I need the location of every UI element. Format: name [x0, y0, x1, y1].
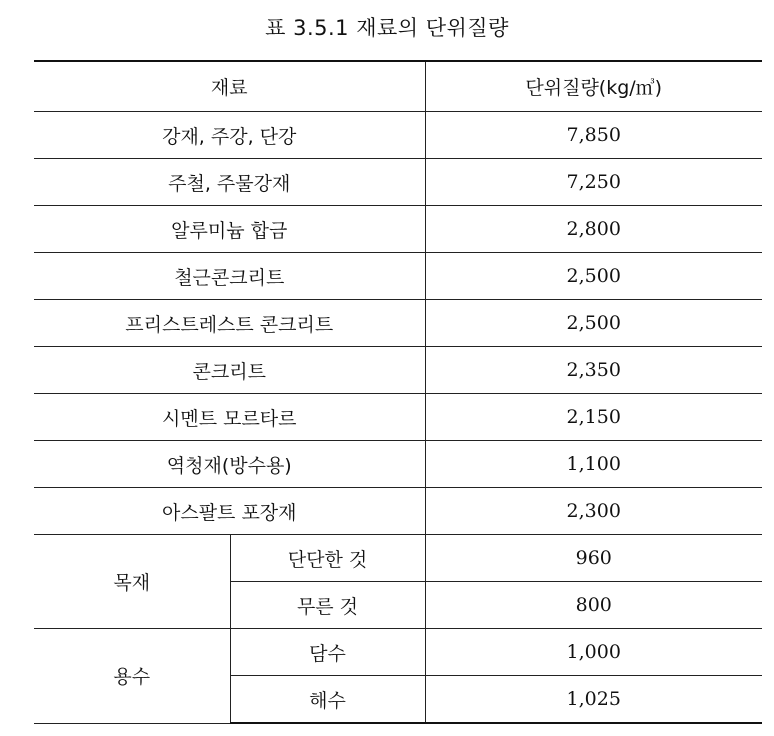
table-row	[34, 535, 762, 582]
material-cell: 알루미늄 합금	[34, 206, 425, 253]
value-cell: 2,500	[425, 300, 762, 347]
value-cell: 800	[425, 582, 762, 629]
group-cell-water: 용수	[34, 629, 230, 724]
value-cell: 2,350	[425, 347, 762, 394]
material-cell: 주철, 주물강재	[34, 159, 425, 206]
unit-mass-table	[34, 60, 762, 724]
value-cell: 2,300	[425, 488, 762, 535]
value-cell: 2,150	[425, 394, 762, 441]
value-cell: 7,850	[425, 112, 762, 159]
table-row	[34, 629, 762, 676]
table-row	[34, 488, 762, 535]
value-cell: 960	[425, 535, 762, 582]
sub-material-cell: 해수	[230, 676, 425, 724]
table-caption: 표 3.5.1 재료의 단위질량	[265, 16, 509, 40]
header-unit-mass: 단위질량(kg/㎥)	[425, 61, 762, 112]
material-cell: 콘크리트	[34, 347, 425, 394]
table-row	[34, 347, 762, 394]
value-cell: 7,250	[425, 159, 762, 206]
group-cell-wood: 목재	[34, 535, 230, 629]
table-row	[34, 112, 762, 159]
sub-material-cell: 무른 것	[230, 582, 425, 629]
table-row	[34, 394, 762, 441]
header-material: 재료	[34, 61, 425, 112]
value-cell: 1,025	[425, 676, 762, 724]
table-row	[34, 206, 762, 253]
sub-material-cell: 단단한 것	[230, 535, 425, 582]
table-row	[34, 253, 762, 300]
value-cell: 2,500	[425, 253, 762, 300]
material-cell: 역청재(방수용)	[34, 441, 425, 488]
table-header-row	[34, 61, 762, 112]
sub-material-cell: 담수	[230, 629, 425, 676]
value-cell: 2,800	[425, 206, 762, 253]
value-cell: 1,100	[425, 441, 762, 488]
material-cell: 아스팔트 포장재	[34, 488, 425, 535]
material-cell: 시멘트 모르타르	[34, 394, 425, 441]
material-cell: 철근콘크리트	[34, 253, 425, 300]
material-cell: 강재, 주강, 단강	[34, 112, 425, 159]
table-row	[34, 441, 762, 488]
table-row	[34, 300, 762, 347]
value-cell: 1,000	[425, 629, 762, 676]
material-cell: 프리스트레스트 콘크리트	[34, 300, 425, 347]
table-row	[34, 159, 762, 206]
